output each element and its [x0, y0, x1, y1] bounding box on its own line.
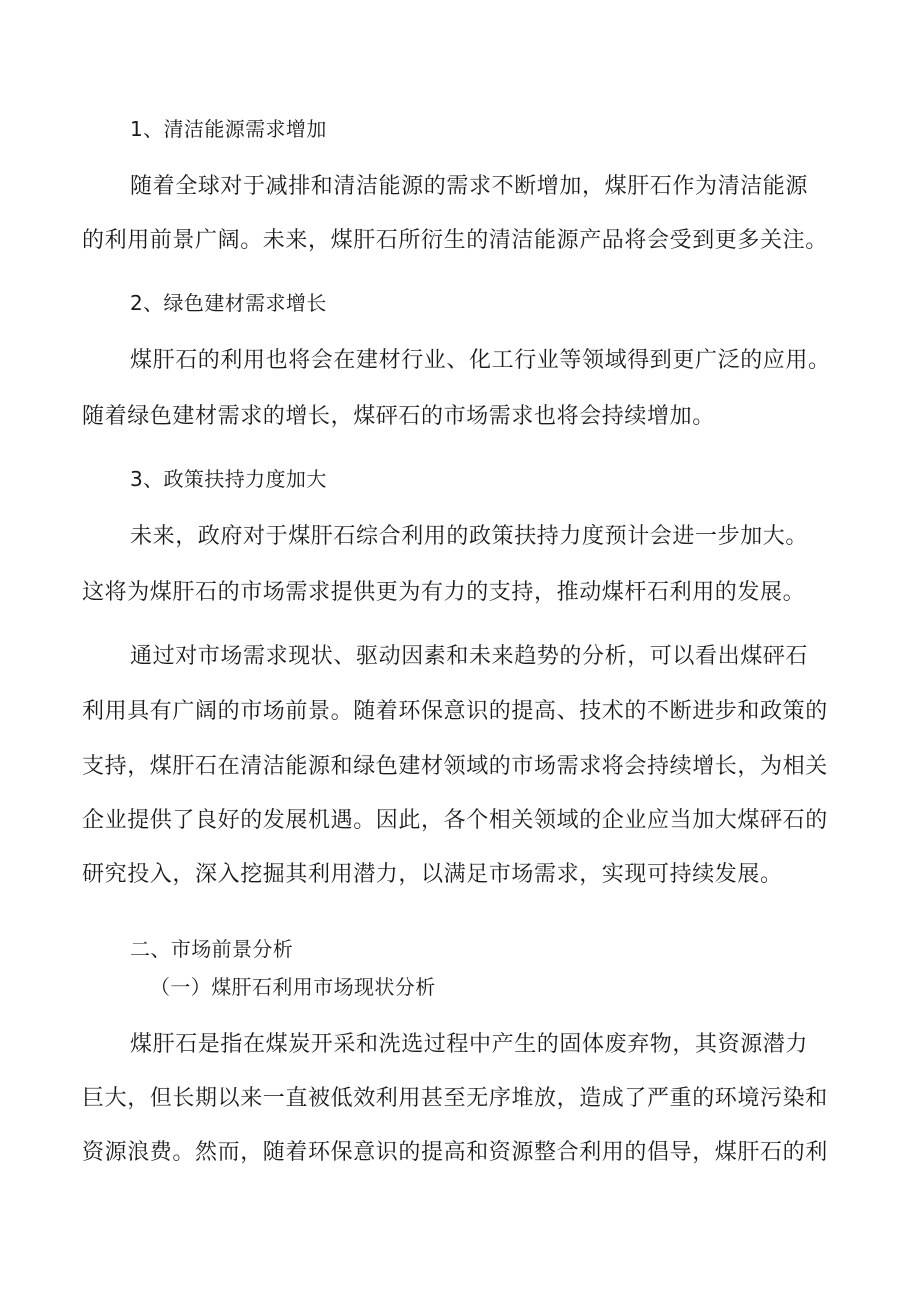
- section-heading-1: 1、清洁能源需求增加: [130, 117, 327, 141]
- summary-line: 研究投入，深入挖掘其利用潜力，以满足市场需求，实现可持续发展。: [82, 862, 783, 887]
- subsection-heading: （一）煤肝石利用市场现状分析: [150, 975, 436, 999]
- summary-line: 通过对市场需求现状、驱动因素和未来趋势的分析，可以看出煤砰石: [130, 644, 809, 669]
- section-heading-2: 2、绿色建材需求增长: [130, 291, 327, 315]
- summary-line: 利用具有广阔的市场前景。随着环保意识的提高、技术的不断进步和政策的: [82, 699, 828, 724]
- body-line: 资源浪费。然而，随着环保意识的提高和资源整合利用的倡导，煤肝石的利: [82, 1140, 828, 1165]
- paragraph-line: 随着绿色建材需求的增长，煤砰石的市场需求也将会持续增加。: [82, 404, 715, 429]
- summary-line: 企业提供了良好的发展机遇。因此，各个相关领域的企业应当加大煤砰石的: [82, 808, 828, 833]
- paragraph-line: 未来，政府对于煤肝石综合利用的政策扶持力度预计会进一步加大。: [130, 524, 809, 549]
- paragraph-line: 这将为煤肝石的市场需求提供更为有力的支持，推动煤杆石利用的发展。: [82, 580, 806, 605]
- body-line: 煤肝石是指在煤炭开采和洗选过程中产生的固体废弃物，其资源潜力: [130, 1032, 809, 1057]
- paragraph-line: 随着全球对于减排和清洁能源的需求不断增加，煤肝石作为清洁能源: [130, 174, 809, 199]
- paragraph-line: 的利用前景广阔。未来，煤肝石所衍生的清洁能源产品将会受到更多关注。: [82, 228, 828, 253]
- body-line: 巨大，但长期以来一直被低效利用甚至无序堆放，造成了严重的环境污染和: [82, 1086, 828, 1111]
- chapter-heading: 二、市场前景分析: [130, 937, 294, 961]
- paragraph-line: 煤肝石的利用也将会在建材行业、化工行业等领域得到更广泛的应用。: [130, 348, 831, 373]
- section-heading-3: 3、政策扶持力度加大: [130, 467, 327, 491]
- summary-line: 支持，煤肝石在清洁能源和绿色建材领域的市场需求将会持续增长，为相关: [82, 754, 828, 779]
